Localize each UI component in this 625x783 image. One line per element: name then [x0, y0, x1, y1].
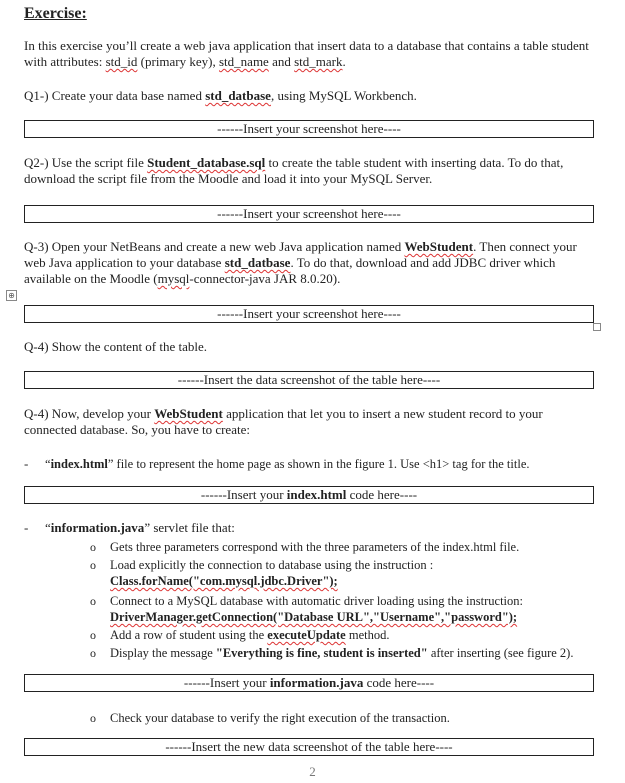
- list-item-index-html: “index.html” file to represent the home page as shown in the figure 1. Use <h1> tag for the title.: [45, 457, 530, 471]
- page-title: Exercise:: [24, 5, 87, 22]
- table-move-handle-icon[interactable]: ⊕: [6, 290, 17, 301]
- list-dash: -: [24, 456, 29, 471]
- question-5: Q-4) Now, develop your WebStudent application that let you to insert a new student record to your connected database. So, you have to create:: [24, 406, 543, 437]
- sub-bullet: o: [90, 646, 96, 660]
- screenshot-placeholder-4[interactable]: ------Insert the data screenshot of the table here----: [24, 371, 594, 389]
- question-1: Q1-) Create your data base named std_datbase, using MySQL Workbench.: [24, 88, 417, 103]
- sub-item-connect: Connect to a MySQL database with automatic driver loading using the instruction: DriverManager.getConnection("Database URL","Username","password");: [110, 594, 523, 624]
- sub-bullet: o: [90, 594, 96, 608]
- screenshot-placeholder-2[interactable]: ------Insert your screenshot here----: [24, 205, 594, 223]
- list-dash: -: [24, 520, 29, 535]
- screenshot-placeholder-3[interactable]: ------Insert your screenshot here----: [24, 305, 594, 323]
- question-4: Q-4) Show the content of the table.: [24, 339, 208, 354]
- sub-item-parameters: Gets three parameters correspond with the three parameters of the index.html file.: [110, 540, 520, 554]
- sub-bullet: o: [90, 711, 96, 725]
- sub-bullet: o: [90, 558, 96, 572]
- list-item-information-java: “information.java” servlet file that:: [45, 520, 235, 535]
- code-placeholder-information-java[interactable]: ------Insert your information.java code here----: [24, 674, 594, 692]
- sub-item-add-row: Add a row of student using the executeUpdate method.: [110, 628, 390, 642]
- sub-bullet: o: [90, 540, 96, 554]
- code-placeholder-index-html[interactable]: ------Insert your index.html code here----: [24, 486, 594, 504]
- sub-item-check-database: Check your database to verify the right execution of the transaction.: [110, 711, 450, 725]
- sub-bullet: o: [90, 628, 96, 642]
- sub-item-display-message: Display the message "Everything is fine, student is inserted" after inserting (see figure 2).: [110, 646, 574, 660]
- intro-paragraph: In this exercise you’ll create a web java application that insert data to a database that contains a table student with attributes: std_id (primary key), std_name and std_mark.: [24, 38, 589, 69]
- question-3: Q-3) Open your NetBeans and create a new web Java application named WebStudent. Then connect your web Java application to your database std_datbase. To do that, download and add JDBC driver which available on the Moodle (mysql-connector-java JAR 8.0.20).: [24, 239, 577, 286]
- question-2: Q2-) Use the script file Student_database.sql to create the table student with inserting data. To do that, download the script file from the Moodle and load it into your MySQL Server.: [24, 155, 564, 186]
- page-number: 2: [309, 764, 316, 779]
- sub-item-load-driver: Load explicitly the connection to database using the instruction : Class.forName("com.mysql.jdbc.Driver");: [110, 558, 434, 588]
- screenshot-placeholder-1[interactable]: ------Insert your screenshot here----: [24, 120, 594, 138]
- screenshot-placeholder-new-data[interactable]: ------Insert the new data screenshot of the table here----: [24, 738, 594, 756]
- table-resize-handle-icon[interactable]: [593, 323, 601, 331]
